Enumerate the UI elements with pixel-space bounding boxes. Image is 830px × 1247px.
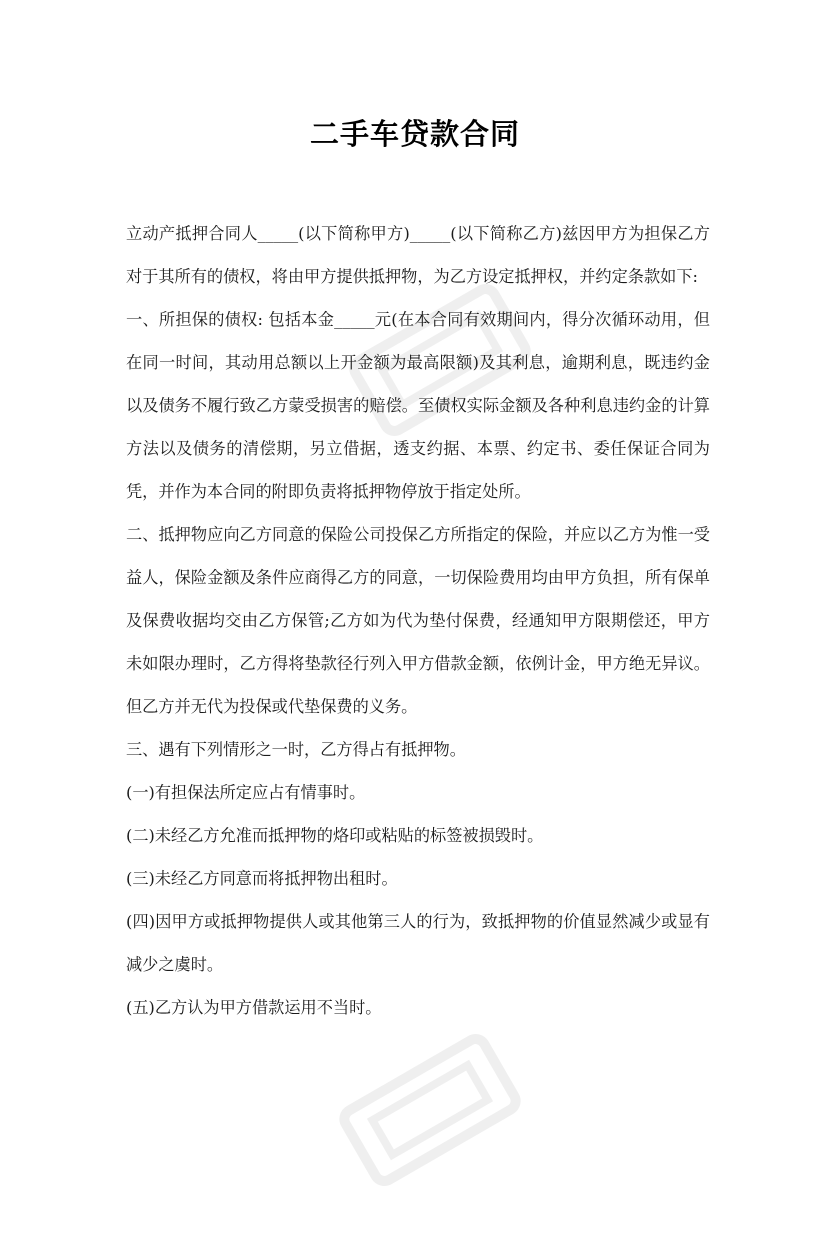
- clause-3-item-4: (四)因甲方或抵押物提供人或其他第三人的行为，致抵押物的价值显然减少或显有减少之虞时。: [126, 912, 710, 974]
- clause-3-item-3: (三)未经乙方同意而将抵押物出租时。: [126, 869, 398, 888]
- clause-3-item-1: (一)有担保法所定应占有情事时。: [126, 783, 366, 802]
- clause-2-insurance: 二、抵押物应向乙方同意的保险公司投保乙方所指定的保险，并应以乙方为惟一受益人，保险金额及条件应商得乙方的同意，一切保险费用均由甲方负担，所有保单及保费收据均交由乙方保管;乙方如为代为垫付保费，经通知甲方限期偿还，甲方未如限办理时，乙方得将垫款径行列入甲方借款金额，依例计金，甲方绝无异议。但乙方并无代为投保或代垫保费的义务。: [126, 525, 710, 716]
- intro-paragraph: 立动产抵押合同人_____(以下简称甲方)_____(以下简称乙方)兹因甲方为担保乙方对于其所有的债权，将由甲方提供抵押物，为乙方设定抵押权，并约定条款如下:: [126, 224, 710, 286]
- clause-3-item-2: (二)未经乙方允准而抵押物的烙印或粘贴的标签被损毁时。: [126, 826, 544, 845]
- clause-3-possession: 三、遇有下列情形之一时，乙方得占有抵押物。: [126, 740, 466, 759]
- document-title: 二手车贷款合同: [309, 117, 520, 151]
- clause-1-secured-debt: 一、所担保的债权: 包括本金_____元(在本合同有效期间内，得分次循环动用，但在同一时间，其动用总额以上开金额为最高限额)及其利息，逾期利息，既违约金以及债务不履行致乙方蒙受损害的赔偿。至债权实际金额及各种利息违约金的计算方法以及债务的清偿期，另立借据，透支约据、本票、约定书、委任保证合同为凭，并作为本合同的附即负责将抵押物停放于指定处所。: [126, 310, 710, 501]
- clause-3-item-5: (五)乙方认为甲方借款运用不当时。: [126, 998, 382, 1017]
- document-body: [126, 212, 710, 1029]
